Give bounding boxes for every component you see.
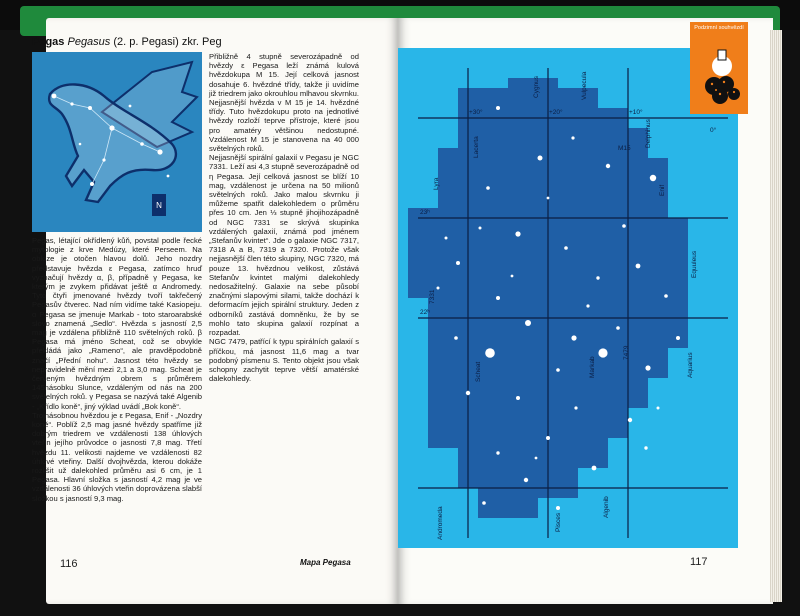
title-latin: Pegasus [67,36,111,48]
section-tab-illustration-icon [690,22,748,114]
label-ra-23h: 23ʰ [420,209,430,216]
section-tab-label: Podzimní souhvězdí [694,25,744,31]
label-dec-plus30: +30° [469,109,483,116]
constellation-title [32,36,222,48]
label-ra-22h: 22ʰ [420,309,430,316]
paragraph: NGC 7479, patřící k typu spirálních galaxií s příčkou, má jasnost 11,6 mag a tvar podobný písmenu S. Tento objekt jsou však schopny zachytit teprve větší amatérské dalekohledy. [209,337,359,384]
label-aquarius: Aquarius [687,352,694,378]
label-andromeda: Andromeda [437,506,444,540]
page-edges [770,30,782,602]
label-ngc7331: 7331 [429,289,436,304]
label-m15: M15 [618,145,631,152]
label-cygnus: Cygnus [533,75,540,98]
label-enif: Enif [659,184,666,196]
label-algenib: Algenib [603,496,610,518]
label-lacerta: Lacerta [473,136,480,158]
title-abbrev: (2. p. Pegasi) zkr. Peg [113,36,222,48]
page-number-left: 116 [60,558,78,570]
paragraph: Nejjasnější spirální galaxií v Pegasu je NGC 7331. Leží asi 4,3 stupně severozápadně od η Pegasa. Její celková jasnost se blíží 10 mag, vzdálenost je určena na 50 milionů světelných roků. Jako malou skvrnku ji můžeme spatřit dalekohledem o průměru přes 10 cm. Jen ⅓ stupně jihojihozápadně od NGC 7331 se skrývá skupinka vzdálených galaxií, známá pod jménem „Stefanův kvintet“. Jde o galaxie NGC 7317, 7318 A a B, 7319 a 7320. Protože však nejjasnější člen této skupiny, NGC 7320, má pouze 13. hvězdnou velikost, zůstává Stefanův kvintet malými dalekohledy nedosažitelný. Galaxie na sebe působí značnými slapovými silami, takže dochází k deformacím jejich spirální struktury. Jeden z odborníků zastává domněnku, že by se mohlo tato skupina galaxií rozpínat a rozpadat. [209,153,359,338]
label-markab: Markab [589,356,596,378]
label-pisces: Pisces [555,512,562,532]
star-map-svg [398,48,738,548]
paragraph: Pegas, létající okřídlený kůň, povstal podle řecké mytologie z krve Medúzy, které Perseem. Na obloze je otočen hlavou dolů. Jeho nozdry představuje hvězda ε Pegasa, zatímco hruď vyznačují hvězdy α, β, případně γ Pegasa, ke kterým je zvykem přidávat ještě α Andromedy. Tyto čtyři jmenované hvězdy tvoří takřečený Pegasův čtverec. Nad ním vidíme také Kasiopeju. α Pegasa se jmenuje Markab - toto staroarabské slovo znamená „Sedlo“. Hvězda s jasností 2,5 mag je vzdálena přibližně 110 světelných roků. β Pegasa má jméno Scheat, což se obvykle překládá jako „Rameno“, ale pravděpodobně značí „Přední nohu“. Jasnost této hvězdy se nepravidelně mění mezi 2,1 a 3,0 mag. Scheat je červeným hvězdným obrem s průměrem 145násobku Slunce, vzdáleným od nás na 200 světelných roků. γ Pegasa se nazývá také Algenib - „Křídlo koně“, jiný výklad uvádí „Bok koně“. [32,236,202,411]
star-map [398,48,738,548]
paragraph: Trojnásobnou hvězdou je ε Pegasa, Enif - „Nozdry koně“. Poblíž 2,5 mag jasné hvězdy spatříme již dobrým triedrem ve vzdálenosti 138 úhlových vteřin jejího průvodce o jasnosti 7,8 mag. Třetí hvězdu 11. velikosti najdeme ve vzdálenosti 82 úhlové vteřiny. Další dvojhvězda, kterou dokáže rozlišit už dalekohled průměru asi 6 cm, je 1 Pegasa. Hlavní složka s jasností 4,2 mag je ve vzdálenosti 36 úhlových vteřin doprovázena slabší složkou s jasností 9,3 mag. [32,410,202,503]
title-czech: Pegas [32,36,65,48]
label-scheat: Scheat [475,361,482,382]
label-dec-plus10: +10° [629,109,643,116]
page-number-right: 117 [690,556,708,568]
label-lyra: Lyra [433,177,440,190]
pegasus-figure-icon [32,52,202,232]
label-dec-plus20: +20° [549,109,563,116]
text-column-2 [209,52,359,383]
label-vulpecula: Vulpecula [581,71,588,100]
text-column-1 [32,236,202,503]
label-equuleus: Equuleus [691,250,698,278]
label-delphinus: Delphinus [645,119,652,148]
label-ngc7479: 7479 [623,345,630,360]
map-caption: Mapa Pegasa [300,558,351,567]
section-tab [690,22,748,114]
svg-text:N: N [156,201,162,210]
label-dec-0: 0° [710,127,717,134]
paragraph: Přibližně 4 stupně severozápadně od hvězdy ε Pegasa leží známá kulová hvězdokupa M 15. Její celková jasnost dosahuje 6. hvězdné třídy, takže ji uvidíme již triedrem jako okrouhlou mlhavou skvrnku. Nejjasnější hvězda v M 15 je 14. hvězdné třídy. Tuto hvězdokupu proto na jednotlivé hvězdy rozloží teprve přístroje, které jsou pro amatéry většinou nedostupné. Vzdálenost M 15 je stanovena na 40 000 světelných roků. [209,52,359,154]
pegasus-illustration [32,52,202,232]
